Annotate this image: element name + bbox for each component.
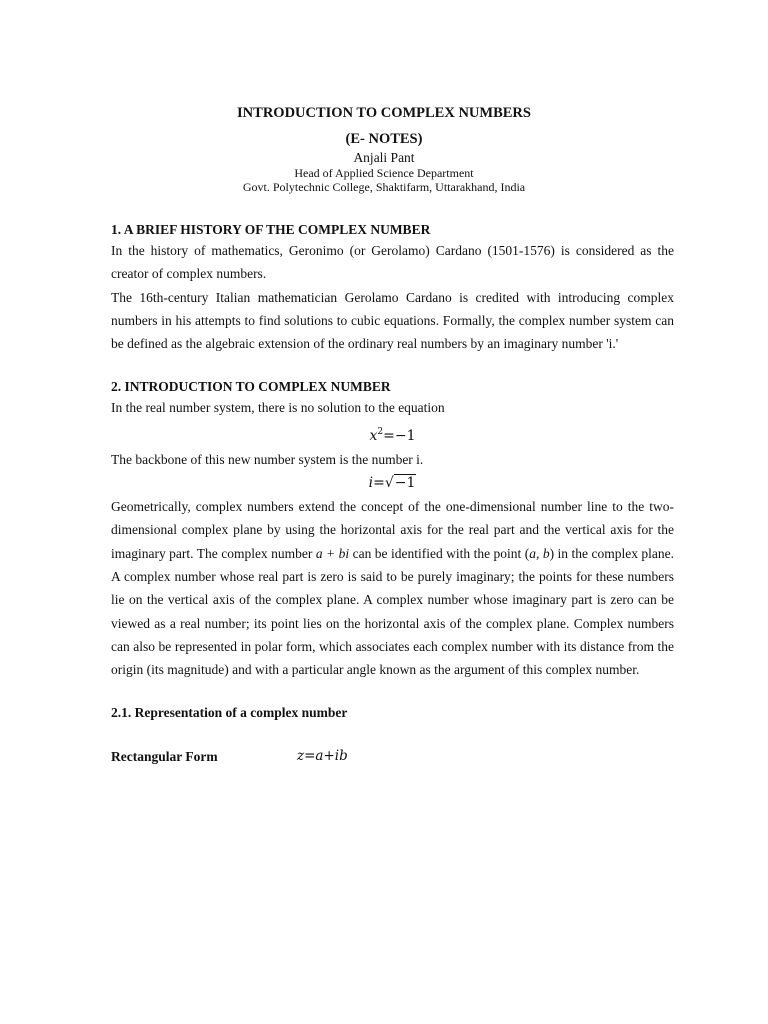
section-2-intro: In the real number system, there is no solution to the equation: [111, 400, 445, 416]
equation-i-definition: [111, 471, 674, 495]
eq1-base: x: [369, 427, 378, 444]
document-title: INTRODUCTION TO COMPLEX NUMBERS: [237, 105, 531, 121]
document-body: [111, 221, 674, 765]
author-department: Head of Applied Science Department: [294, 166, 474, 180]
geo-text-2: can be identified with the point (: [349, 545, 530, 561]
eq2-radical-sign: √: [384, 475, 394, 492]
eq2-equals: =: [373, 475, 385, 492]
section-1-paragraph-1: In the history of mathematics, Geronimo (or Gerolamo) Cardano (1501-1576) is considered as the creator of complex numbers.: [111, 243, 674, 282]
eq1-rhs: =−1: [383, 427, 416, 444]
rectangular-form-equation: z=a+ib: [297, 748, 348, 765]
geo-text-3: ) in the complex plane. A complex number whose real part is zero is said to be purely imaginary; the points for these numbers lie on the vertical axis of the complex plane. A complex number whose imaginary part is zero can be viewed as a real number; its point lies on the horizontal axis of the complex plane. Complex numbers can also be represented in polar form, which associates each complex number with its distance from the origin (its magnitude) and with a particular angle known as the argument of this complex number.: [111, 545, 675, 678]
eq1-exponent: 2: [377, 426, 384, 437]
section-2-1-heading: 2.1. Representation of a complex number: [111, 705, 348, 721]
rectangular-form-label: Rectangular Form: [111, 749, 218, 765]
section-2-heading: 2. INTRODUCTION TO COMPLEX NUMBER: [111, 379, 391, 395]
section-2-geometric-paragraph: [111, 495, 674, 681]
eq2-lhs: i: [368, 475, 374, 492]
geo-text-1: Geometrically, complex numbers extend the concept of the one-dimensional number line to the two-dimensional complex plane by using the horizontal axis for the real part and the vertical axis for the imaginary part. The complex number: [111, 499, 674, 561]
document-subtitle: (E- NOTES): [345, 131, 423, 147]
document-header: [0, 104, 768, 194]
rectangular-form-row: [111, 745, 674, 765]
section-2-backbone: The backbone of this new number system is the number i.: [111, 451, 424, 467]
equation-x-squared: [111, 420, 674, 448]
author-institution: Govt. Polytechnic College, Shaktifarm, Uttarakhand, India: [242, 180, 526, 194]
section-1-heading: 1. A BRIEF HISTORY OF THE COMPLEX NUMBER: [111, 222, 431, 237]
eq2-radicand: −1: [394, 475, 416, 492]
author-name: Anjali Pant: [353, 150, 415, 165]
geo-point: a, b: [529, 545, 550, 561]
geo-expression: a + bi: [315, 545, 350, 561]
section-1-paragraph-2: The 16th-century Italian mathematician Gerolamo Cardano is credited with introducing complex numbers in his attempts to find solutions to cubic equations. Formally, the complex number system can be defined as the algebraic extension of the ordinary real numbers by an imaginary number 'i.': [111, 289, 674, 352]
